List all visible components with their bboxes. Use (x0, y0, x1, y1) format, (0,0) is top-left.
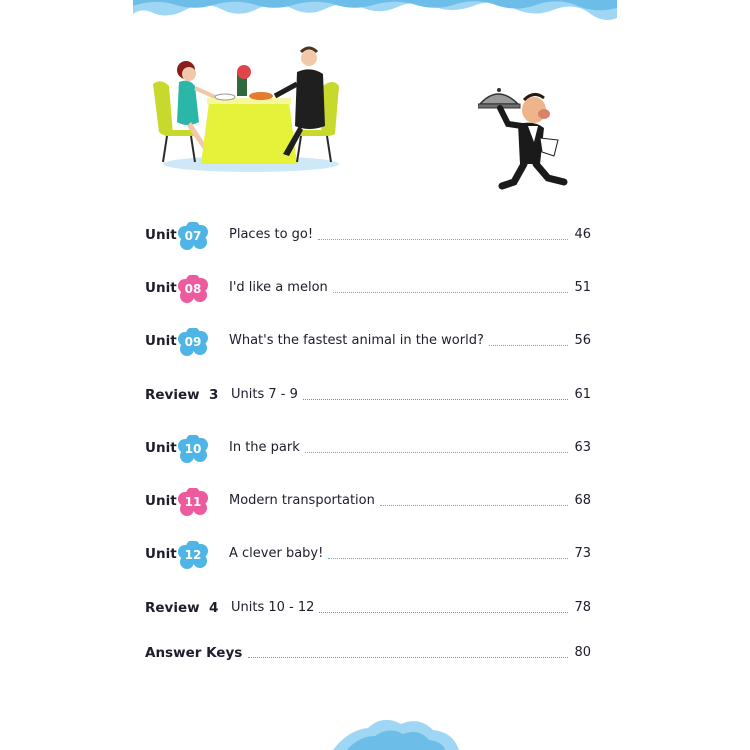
unit-number-badge (178, 222, 208, 250)
page-number: 56 (574, 333, 591, 348)
unit-number: 08 (184, 282, 202, 296)
toc-entry[interactable] (133, 595, 617, 625)
entry-title: In the park (229, 440, 303, 455)
entry-title: Places to go! (229, 227, 316, 242)
toc-entry[interactable] (133, 222, 617, 252)
page-number: 68 (574, 493, 591, 508)
entry-title: Modern transportation (229, 493, 378, 508)
unit-number-badge (178, 541, 208, 569)
entry-title: Units 7 - 9 (231, 387, 301, 402)
unit-number-badge (178, 328, 208, 356)
review-label: Review 4 (145, 600, 219, 616)
unit-number: 10 (184, 442, 202, 456)
couple-dining-illustration (151, 42, 341, 177)
dot-leader (303, 399, 568, 400)
unit-label: Unit (145, 333, 177, 349)
unit-label: Unit (145, 280, 177, 296)
unit-number: 07 (184, 229, 202, 243)
toc-entry[interactable] (133, 435, 617, 465)
waiter-with-cloche-illustration (478, 82, 573, 194)
unit-number-badge (178, 275, 208, 303)
entry-title: What's the fastest animal in the world? (229, 333, 487, 348)
cloud-border-bottom (133, 700, 617, 750)
toc-entry[interactable] (133, 328, 617, 358)
dot-leader (248, 657, 568, 658)
page-number: 61 (574, 387, 591, 402)
page-number: 78 (574, 600, 591, 615)
unit-label: Unit (145, 227, 177, 243)
page-number: 46 (574, 227, 591, 242)
entry-title: I'd like a melon (229, 280, 331, 295)
page-number: 63 (574, 440, 591, 455)
entry-title: Units 10 - 12 (231, 600, 317, 615)
page-number: 51 (574, 280, 591, 295)
dot-leader (489, 345, 568, 346)
unit-label: Unit (145, 440, 177, 456)
table-of-contents-page (133, 0, 617, 750)
toc-entry[interactable] (133, 488, 617, 518)
entry-title: A clever baby! (229, 546, 326, 561)
page-number: 73 (574, 546, 591, 561)
unit-number: 12 (184, 548, 202, 562)
dot-leader (318, 239, 568, 240)
unit-number: 11 (184, 495, 202, 509)
toc-entry[interactable] (133, 541, 617, 571)
unit-number: 09 (184, 335, 202, 349)
dot-leader (305, 452, 568, 453)
dot-leader (333, 292, 568, 293)
dot-leader (319, 612, 568, 613)
unit-label: Unit (145, 546, 177, 562)
cloud-border-top (133, 0, 617, 30)
unit-label: Unit (145, 493, 177, 509)
page-number: 80 (574, 645, 591, 660)
review-label: Review 3 (145, 387, 219, 403)
unit-number-badge (178, 488, 208, 516)
toc-entry[interactable] (133, 640, 617, 670)
answer-keys-label: Answer Keys (145, 645, 243, 661)
toc-entry[interactable] (133, 275, 617, 305)
dot-leader (328, 558, 568, 559)
unit-number-badge (178, 435, 208, 463)
toc-entry[interactable] (133, 382, 617, 412)
dot-leader (380, 505, 568, 506)
